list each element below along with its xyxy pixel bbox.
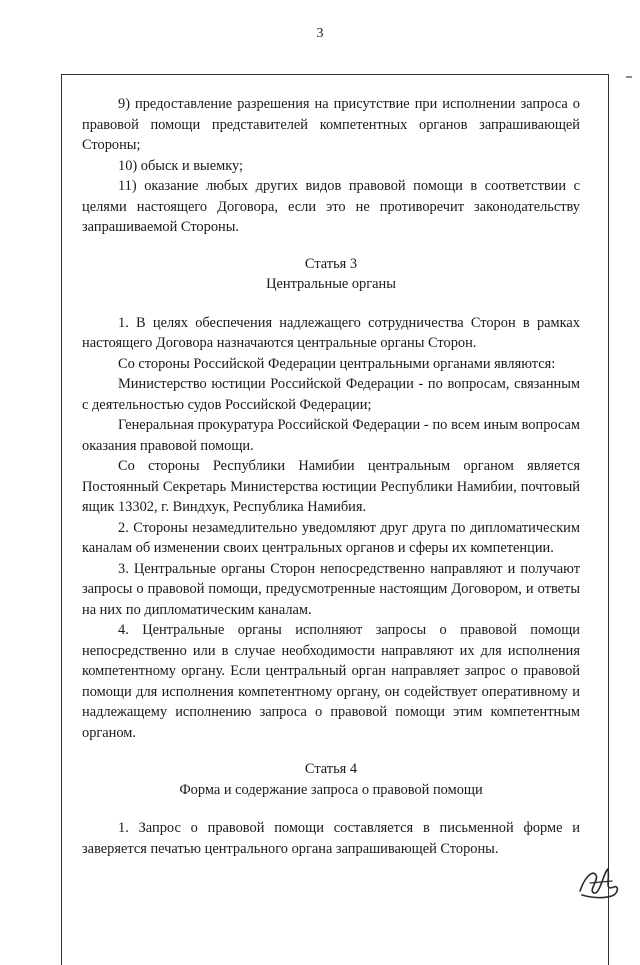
scan-mark [626,76,632,78]
list-item-11: 11) оказание любых других видов правовой помощи в соответствии с целями настоящего Договора, если это не противоречит законодательству запрашиваемой Стороны. [82,178,580,235]
page-number: 3 [316,26,324,41]
article-3-number: Статья 3 [304,255,358,272]
article-3-paragraph-8: 4. Центральные органы исполняют запросы о правовой помощи непосредственно или в случае необходимости направляют их для исполнения компетентному органу. Если центральный орган направляет запрос о правовой помощи для исполнения компетентному органу, он содействует оперативному и надлежащему исполнению запроса о правовой помощи этим компетентным органом. [82,622,580,741]
article-3-paragraph-5: Со стороны Республики Намибии центральным органом является Постоянный Секретарь Министерства юстиции Республики Намибии, почтовый ящик 13302, г. Виндхук, Республика Намибия. [82,458,580,515]
article-3-title: Центральные органы [266,276,396,292]
article-4-title: Форма и содержание запроса о правовой помощи [179,781,483,798]
article-3-paragraph-7: 3. Центральные органы Сторон непосредственно направляют и получают запросы о правовой помощи, предусмотренные настоящим Договором, и ответы на них по дипломатическим каналам. [82,560,580,618]
list-item-9: 9) предоставление разрешения на присутствие при исполнении запроса о правовой помощи представителей компетентных органов запрашивающей Стороны; [82,96,580,153]
article-3-paragraph-6: 2. Стороны незамедлительно уведомляют друг друга по дипломатическим каналам об изменении своих центральных органов и сферы их компетенции. [82,519,580,556]
article-4-number: Статья 4 [304,761,358,777]
article-3-paragraph-4: Генеральная прокуратура Российской Федерации - по всем иным вопросам оказания правовой помощи. [82,417,580,454]
article-3-paragraph-1: 1. В целях обеспечения надлежащего сотрудничества Сторон в рамках настоящего Договора назначаются центральные органы Сторон. [82,314,580,351]
document-body [82,94,580,859]
article-3-paragraph-3: Министерство юстиции Российской Федерации - по вопросам, связанным с деятельностью судов Российской Федерации; [82,376,580,413]
signature-mark [574,861,622,901]
article-4-paragraph-1: 1. Запрос о правовой помощи составляется в письменной форме и заверяется печатью центрального органа запрашивающей Стороны. [82,820,580,857]
list-item-10: 10) обыск и выемку; [118,157,243,174]
article-3-paragraph-2: Со стороны Российской Федерации центральными органами являются: [118,355,556,372]
